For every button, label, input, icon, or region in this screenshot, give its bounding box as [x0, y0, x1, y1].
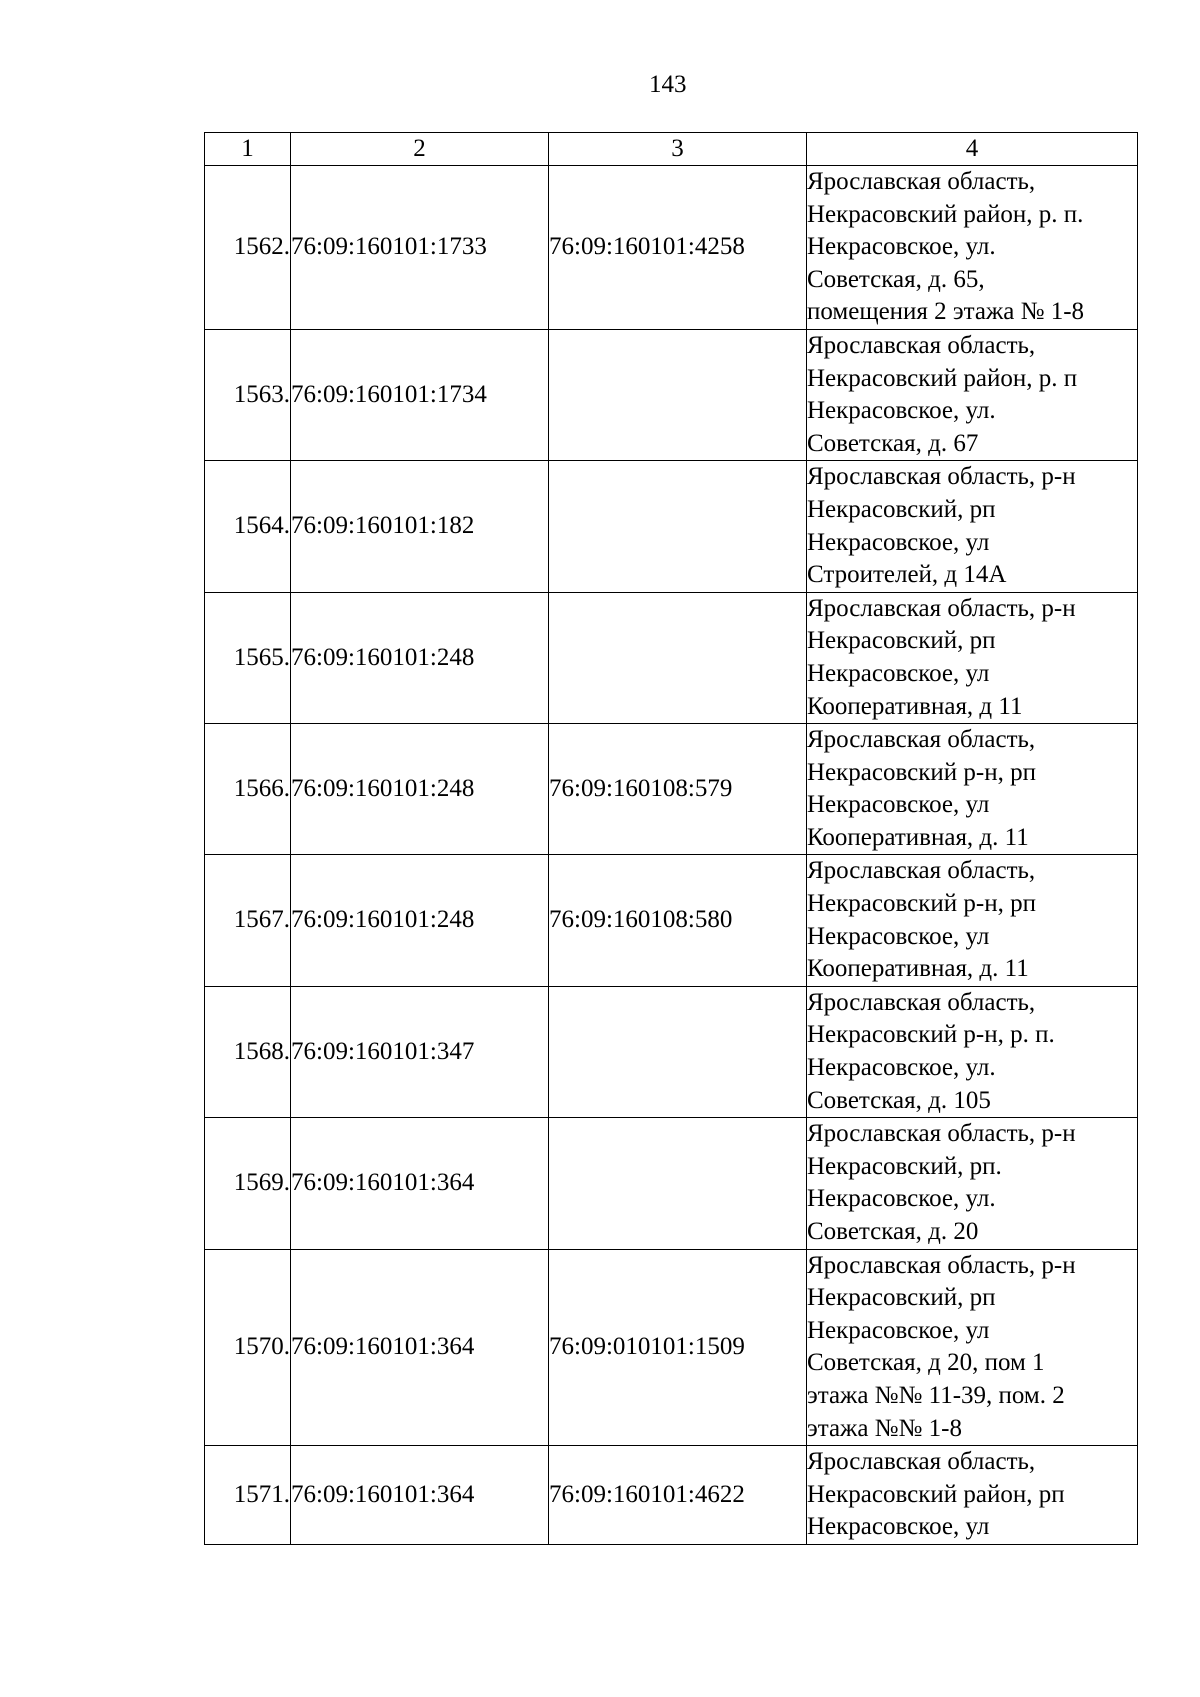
address: Ярославская область, Некрасовский р-н, рп Некрасовское, ул Кооперативная, д. 11 — [807, 855, 1138, 986]
object-number: 76:09:010101:1509 — [549, 1249, 807, 1446]
address: Ярославская область, р-н Некрасовский, рп Некрасовское, ул Кооперативная, д 11 — [807, 592, 1138, 723]
address: Ярославская область, р-н Некрасовский, рп. Некрасовское, ул. Советская, д. 20 — [807, 1118, 1138, 1249]
page-number: 143 — [649, 71, 687, 98]
cadastral-number: 76:09:160101:248 — [291, 724, 549, 855]
object-number: 76:09:160108:580 — [549, 855, 807, 986]
header-col-1: 1 — [205, 133, 291, 166]
object-number: 76:09:160101:4622 — [549, 1446, 807, 1545]
address: Ярославская область, Некрасовский район, р. п. Некрасовское, ул. Советская, д. 65, помещения 2 этажа № 1-8 — [807, 166, 1138, 330]
row-number: 1571. — [205, 1446, 291, 1545]
cadastral-number: 76:09:160101:1734 — [291, 329, 549, 460]
row-number: 1568. — [205, 986, 291, 1117]
table-body — [205, 166, 1138, 1545]
object-number — [549, 986, 807, 1117]
object-number — [549, 329, 807, 460]
table-row — [205, 329, 1138, 460]
address: Ярославская область, р-н Некрасовский, рп Некрасовское, ул Советская, д 20, пом 1 этажа №№ 11-39, пом. 2 этажа №№ 1-8 — [807, 1249, 1138, 1446]
table-row — [205, 1446, 1138, 1545]
table-row — [205, 1118, 1138, 1249]
table-row — [205, 592, 1138, 723]
address: Ярославская область, р-н Некрасовский, рп Некрасовское, ул Строителей, д 14А — [807, 461, 1138, 592]
cadastral-number: 76:09:160101:182 — [291, 461, 549, 592]
cadastral-number: 76:09:160101:1733 — [291, 166, 549, 330]
cadastral-number: 76:09:160101:248 — [291, 592, 549, 723]
cadastral-number: 76:09:160101:347 — [291, 986, 549, 1117]
row-number: 1567. — [205, 855, 291, 986]
row-number: 1563. — [205, 329, 291, 460]
object-number — [549, 1118, 807, 1249]
row-number: 1564. — [205, 461, 291, 592]
object-number — [549, 592, 807, 723]
address: Ярославская область, Некрасовский р-н, р. п. Некрасовское, ул. Советская, д. 105 — [807, 986, 1138, 1117]
cadastral-number: 76:09:160101:364 — [291, 1446, 549, 1545]
header-col-3: 3 — [549, 133, 807, 166]
table-row — [205, 166, 1138, 330]
row-number: 1565. — [205, 592, 291, 723]
object-number: 76:09:160108:579 — [549, 724, 807, 855]
address: Ярославская область, Некрасовский р-н, рп Некрасовское, ул Кооперативная, д. 11 — [807, 724, 1138, 855]
cadastral-number: 76:09:160101:364 — [291, 1118, 549, 1249]
row-number: 1566. — [205, 724, 291, 855]
table-row — [205, 1249, 1138, 1446]
header-col-4: 4 — [807, 133, 1138, 166]
row-number: 1562. — [205, 166, 291, 330]
cadastral-number: 76:09:160101:364 — [291, 1249, 549, 1446]
object-number — [549, 461, 807, 592]
table-row — [205, 855, 1138, 986]
address: Ярославская область, Некрасовский район, р. п Некрасовское, ул. Советская, д. 67 — [807, 329, 1138, 460]
header-col-2: 2 — [291, 133, 549, 166]
row-number: 1569. — [205, 1118, 291, 1249]
row-number: 1570. — [205, 1249, 291, 1446]
table-row — [205, 724, 1138, 855]
table-row — [205, 986, 1138, 1117]
header-row — [205, 133, 1138, 166]
cadastral-number: 76:09:160101:248 — [291, 855, 549, 986]
table-row — [205, 461, 1138, 592]
object-number: 76:09:160101:4258 — [549, 166, 807, 330]
address: Ярославская область, Некрасовский район, рп Некрасовское, ул — [807, 1446, 1138, 1545]
registry-table — [204, 132, 1138, 1545]
